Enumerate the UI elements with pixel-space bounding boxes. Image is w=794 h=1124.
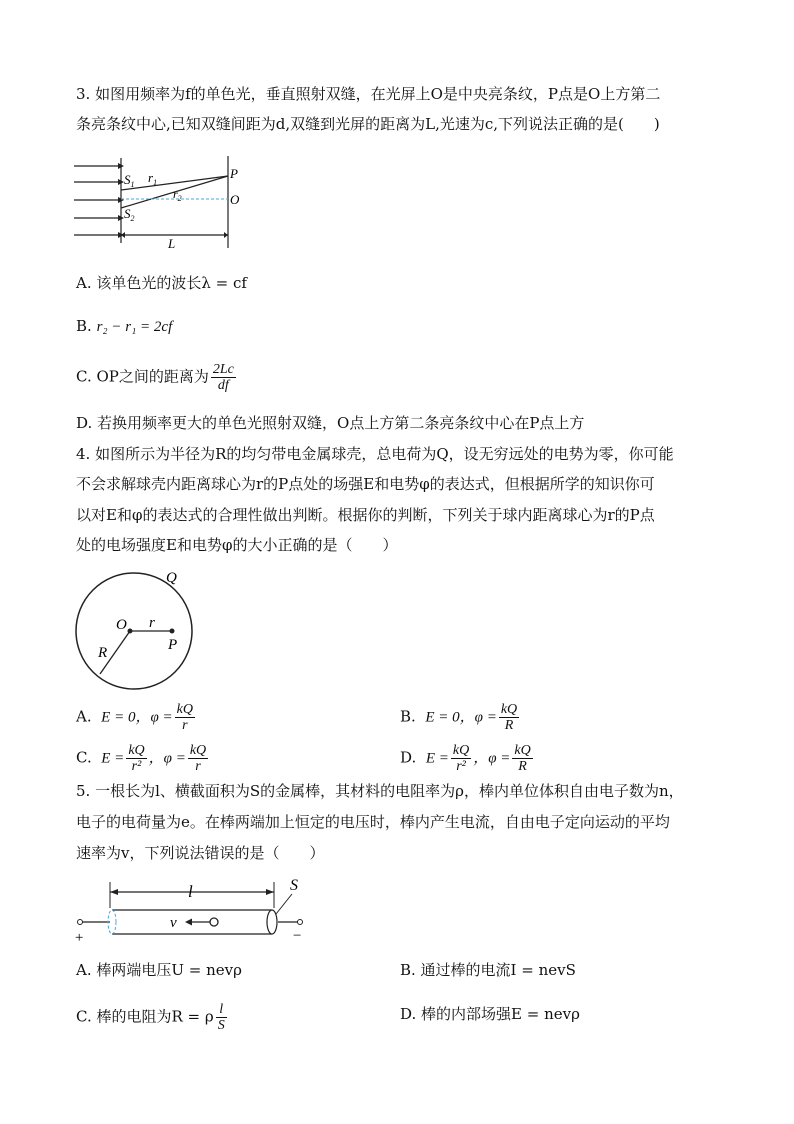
q5-option-c: C. 棒的电阻为R = ρ $\frac{l}{S}$ [76, 1002, 225, 1033]
p-label: P [168, 637, 178, 653]
q4-option-d: D. E = $\frac{kQ}{\text{r²}}$ ，φ = $\frac{kQ}{R}$ [400, 743, 531, 774]
r2-label: $r_2$ [173, 187, 182, 203]
minus-label: − [292, 928, 303, 944]
q4-option-c: C. E = $\frac{kQ}{\text{r²}}$ ，φ = $\frac{kQ}{r}$ [76, 743, 207, 774]
o-label: O [116, 617, 127, 633]
q4-option-b: B. E = 0，φ = $\frac{kQ}{R}$ [400, 702, 518, 733]
s1-label: $S_1$ [124, 172, 135, 189]
r1-label: $r_1$ [148, 170, 158, 187]
q5-stem-line2: 电子的电荷量为e。在棒两端加上恒定的电压时，棒内产生电流，自由电子定向运动的平均 [76, 813, 670, 831]
r-label: r [149, 615, 155, 631]
q4-stem-line1: 4. 如图所示为半径为R的均匀带电金属球壳，总电荷为Q，设无穷远处的电势为零，你可能 [76, 445, 674, 463]
q-label: Q [166, 570, 177, 586]
v-label: v [170, 915, 177, 931]
q5-stem-line3: 速率为v，下列说法错误的是（ ） [76, 844, 325, 862]
plus-label: + [74, 930, 85, 946]
q4-stem-line3: 以对E和φ的表达式的合理性做出判断。根据你的判断，下列关于球内距离球心为r的P点 [76, 506, 655, 524]
q3-option-d: D. 若换用频率更大的单色光照射双缝，O点上方第二条亮条纹中心在P点上方 [76, 414, 585, 432]
double-slit-diagram [70, 148, 250, 258]
big-r-label: R [98, 645, 108, 661]
q4-option-a: A. E = 0，φ = $\frac{kQ}{r}$ [76, 702, 193, 733]
q5-option-b: B. 通过棒的电流I = nevS [400, 961, 576, 979]
q5-stem-line1: 5. 一根长为l、横截面积为S的金属棒，其材料的电阻率为ρ，棒内单位体积自由电子数为n， [76, 782, 684, 800]
s-label: S [290, 877, 298, 894]
q3-stem-line1: 3. 如图用频率为f的单色光，垂直照射双缝，在光屏上O是中央亮条纹，P点是O上方第二 [76, 85, 661, 103]
q4-stem-line4: 处的电场强度E和电势φ的大小正确的是（ ） [76, 536, 398, 554]
metal-rod-diagram [74, 872, 314, 944]
sphere-shell-diagram [72, 562, 232, 697]
q3-option-c: C. OP之间的距离为 $\frac{2Lc}{df}$ [76, 362, 234, 393]
o-label: O [230, 192, 240, 207]
q3-option-b: B. r₂ − r₁ = 2cf [76, 317, 173, 335]
q3-stem-line2: 条亮条纹中心,已知双缝间距为d,双缝到光屏的距离为L,光速为c,下列说法正确的是( ) [76, 115, 660, 133]
s2-label: $S_2$ [124, 206, 135, 223]
p-label: P [230, 166, 238, 181]
l-label: L [168, 236, 176, 251]
q3-option-a: A. 该单色光的波长λ = cf [76, 274, 247, 292]
q4-stem-line2: 不会求解球壳内距离球心为r的P点处的场强E和电势φ的表达式，但根据所学的知识你可 [76, 475, 655, 493]
l-label: l [188, 882, 193, 901]
q5-option-a: A. 棒两端电压U = nevρ [76, 961, 242, 979]
q5-option-d: D. 棒的内部场强E = nevρ [400, 1005, 580, 1023]
